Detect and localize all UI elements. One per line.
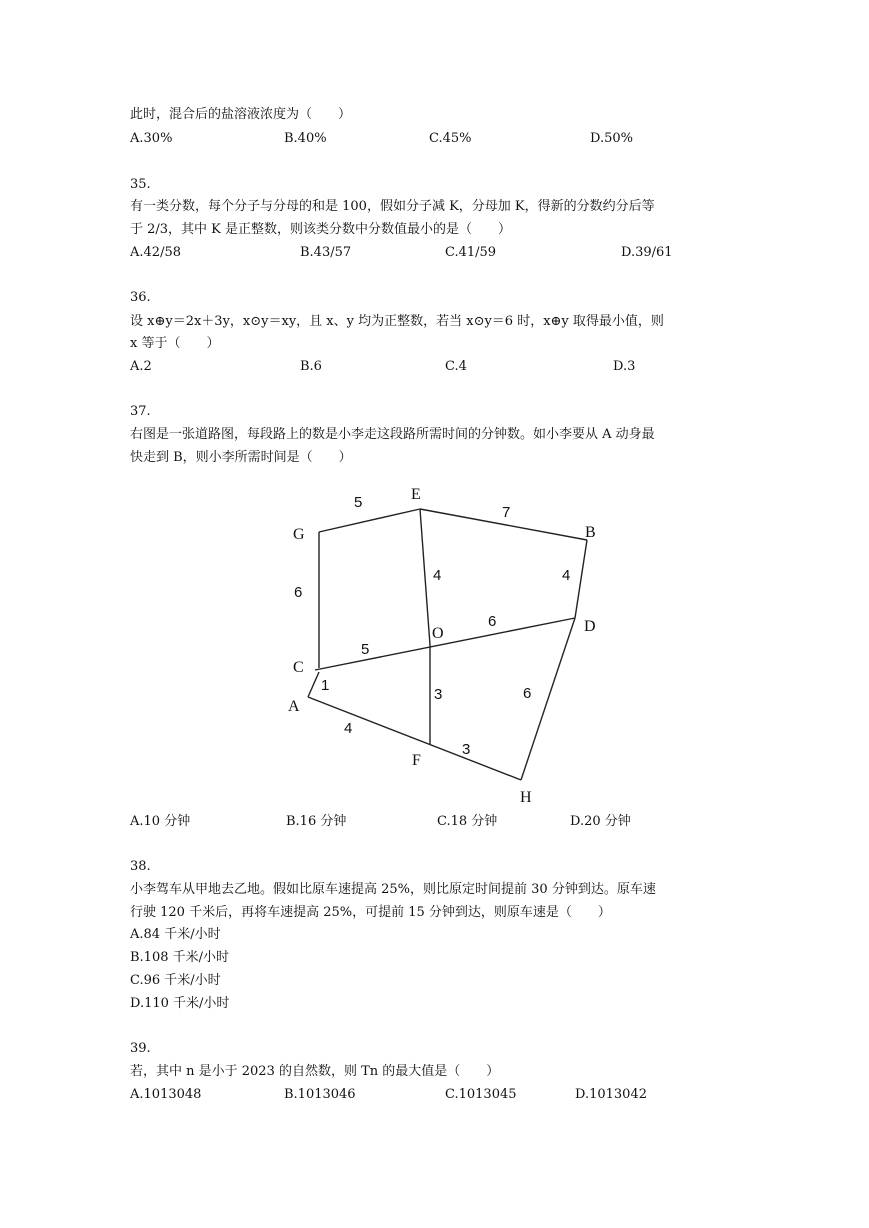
q35-stem-line1: 有一类分数，每个分子与分母的和是 100，假如分子减 K，分母加 K，得新的分数约分后等	[130, 199, 655, 214]
q37-number: 37.	[130, 404, 151, 419]
edge-label-fh: 3	[462, 741, 471, 758]
node-label-c: C	[293, 659, 304, 676]
q35-stem-line2: 于 2/3，其中 K 是正整数，则该类分数中分数值最小的是（ ）	[130, 222, 512, 237]
q37-option-c: C.18 分钟	[437, 814, 498, 829]
q39-stem: 若，其中 n 是小于 2023 的自然数，则 Tn 的最大值是（ ）	[130, 1064, 500, 1079]
node-label-g: G	[293, 526, 305, 543]
q37-option-a: A.10 分钟	[130, 814, 191, 829]
edge-C-A	[308, 672, 319, 697]
node-label-e: E	[411, 486, 421, 503]
edge-B-D	[575, 540, 587, 618]
node-label-h: H	[520, 789, 532, 806]
node-label-b: B	[585, 524, 596, 541]
q34-option-a: A.30%	[130, 131, 173, 146]
edge-label-of: 3	[434, 686, 443, 703]
q34-option-b: B.40%	[284, 131, 327, 146]
q36-stem-line2: x 等于（ ）	[130, 336, 220, 351]
edge-label-eb: 7	[502, 504, 511, 521]
q34-option-d: D.50%	[590, 131, 633, 146]
q38-option-b: B.108 千米/小时	[130, 950, 230, 965]
node-label-f: F	[412, 752, 421, 769]
q35-option-c: C.41/59	[445, 245, 497, 260]
q34-option-c: C.45%	[429, 131, 472, 146]
q38-option-c: C.96 千米/小时	[130, 973, 221, 988]
q39-option-a: A.1013048	[130, 1087, 202, 1102]
q36-option-c: C.4	[445, 359, 467, 374]
q36-number: 36.	[130, 290, 151, 305]
q35-option-a: A.42/58	[130, 245, 181, 260]
edge-label-co: 5	[361, 641, 370, 658]
q37-stem-line1: 右图是一张道路图，每段路上的数是小李走这段路所需时间的分钟数。如小李要从 A 动身最	[130, 427, 655, 442]
node-label-o: O	[432, 625, 444, 642]
q35-option-d: D.39/61	[621, 245, 673, 260]
edge-C-O-D	[315, 618, 575, 670]
q35-option-b: B.43/57	[300, 245, 352, 260]
edge-label-ge: 5	[354, 494, 363, 511]
q36-option-a: A.2	[130, 359, 152, 374]
q36-option-d: D.3	[613, 359, 636, 374]
q37-option-b: B.16 分钟	[286, 814, 347, 829]
edge-label-gc: 6	[294, 584, 303, 601]
q35-number: 35.	[130, 177, 151, 192]
edge-label-af: 4	[344, 720, 353, 737]
edge-label-ca: 1	[321, 677, 330, 694]
node-label-d: D	[584, 618, 596, 635]
edge-label-od: 6	[488, 613, 497, 630]
q37-stem-line2: 快走到 B，则小李所需时间是（ ）	[130, 450, 352, 465]
edge-label-eo: 4	[433, 567, 442, 584]
q38-stem-line1: 小李驾车从甲地去乙地。假如比原车速提高 25%，则比原定时间提前 30 分钟到达。原车速	[130, 882, 656, 897]
q34-stem: 此时，混合后的盐溶液浓度为（ ）	[130, 107, 352, 122]
q38-number: 38.	[130, 859, 151, 874]
q39-option-c: C.1013045	[445, 1087, 517, 1102]
edge-E-O	[420, 509, 430, 645]
q38-stem-line2: 行驶 120 千米后，再将车速提高 25%，可提前 15 分钟到达，则原车速是（ ）	[130, 905, 611, 920]
edge-label-dh: 6	[523, 685, 532, 702]
q36-stem-line1: 设 x⊕y＝2x＋3y，x⊙y＝xy，且 x、y 均为正整数，若当 x⊙y＝6 时，x⊕y 取得最小值，则	[130, 314, 664, 329]
edge-label-bd: 4	[562, 567, 571, 584]
q36-option-b: B.6	[300, 359, 322, 374]
node-label-a: A	[288, 698, 300, 715]
q39-option-d: D.1013042	[575, 1087, 647, 1102]
edge-G-E	[319, 509, 420, 532]
q39-option-b: B.1013046	[284, 1087, 356, 1102]
q37-option-d: D.20 分钟	[570, 814, 631, 829]
q39-number: 39.	[130, 1041, 151, 1056]
q38-option-d: D.110 千米/小时	[130, 996, 230, 1011]
q38-option-a: A.84 千米/小时	[130, 927, 221, 942]
